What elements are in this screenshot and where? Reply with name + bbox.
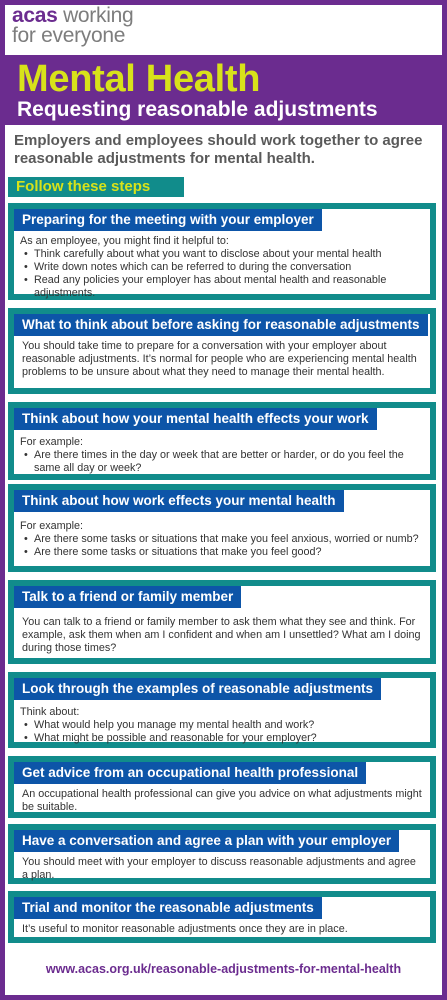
logo-tagline-1: working <box>57 4 134 27</box>
step-heading: Have a conversation and agree a plan with your employer <box>14 830 399 852</box>
bullet-item: • Are there some tasks or situations that make you feel anxious, worried or numb? <box>20 533 424 546</box>
footer-link[interactable]: www.acas.org.uk/reasonable-adjustments-for-mental-health <box>45 962 402 976</box>
step-body <box>20 706 424 745</box>
step-text: It’s useful to monitor reasonable adjustments once they are in place. <box>22 923 348 935</box>
follow-steps-label: Follow these steps <box>8 177 184 197</box>
bullet-item: • Are there times in the day or week that are better or harder, or do you feel the same all day or week? <box>20 449 424 475</box>
bullet-item: • What would help you manage my mental health and work? <box>20 719 424 732</box>
step-preparing-meeting <box>8 203 436 300</box>
step-body <box>22 788 422 814</box>
step-heading: Think about how your mental health effects your work <box>14 408 377 430</box>
step-body <box>22 616 422 655</box>
step-text: As an employee, you might find it helpful to: <box>20 235 229 247</box>
logo-tagline-2: for everyone <box>12 24 126 47</box>
step-text: You should meet with your employer to discuss reasonable adjustments and agree a plan. <box>22 856 416 881</box>
step-heading: Preparing for the meeting with your employer <box>14 209 322 231</box>
step-trial-monitor <box>8 891 436 943</box>
step-heading: What to think about before asking for reasonable adjustments <box>14 314 428 336</box>
bullet-item: • Think carefully about what you want to disclose about your mental health <box>20 248 424 261</box>
step-body <box>20 436 424 475</box>
bullet-item: • Read any policies your employer has about mental health and reasonable adjustments. <box>20 274 424 300</box>
bullet-item: • What might be possible and reasonable for your employer? <box>20 732 424 745</box>
step-heading: Look through the examples of reasonable adjustments <box>14 678 381 700</box>
step-work-effects-health <box>8 484 436 572</box>
step-body <box>20 235 424 300</box>
step-heading: Think about how work effects your mental health <box>14 490 344 512</box>
step-body <box>22 340 422 379</box>
step-text: For example: <box>20 436 84 448</box>
bullet-item: • Are there some tasks or situations that make you feel good? <box>20 546 424 559</box>
step-health-effects-work <box>8 402 436 480</box>
step-text: An occupational health professional can give you advice on what adjustments might be suitable. <box>22 788 422 813</box>
step-heading: Trial and monitor the reasonable adjustments <box>14 897 322 919</box>
step-look-examples <box>8 672 436 748</box>
bullet-item: • Write down notes which can be referred to during the conversation <box>20 261 424 274</box>
step-body <box>20 520 424 559</box>
step-text: Think about: <box>20 706 80 718</box>
title-banner <box>5 55 442 125</box>
step-agree-plan <box>8 824 436 884</box>
step-before-asking <box>8 308 436 394</box>
step-talk-friend <box>8 580 436 664</box>
step-body <box>22 856 422 882</box>
page-subtitle: Requesting reasonable adjustments <box>17 98 378 121</box>
step-occupational-health <box>8 756 436 818</box>
step-body <box>22 923 422 936</box>
step-heading: Get advice from an occupational health professional <box>14 762 366 784</box>
step-text: You should take time to prepare for a conversation with your employer about reasonable adjustments. It’s normal for people who are experiencing mental health problems to be unsure about what they need to manage their mental health. <box>22 340 417 378</box>
acas-logo <box>12 6 133 46</box>
page-title: Mental Health <box>17 58 261 100</box>
step-text: You can talk to a friend or family member to ask them what they see and think. For example, ask them when am I confident and when am I unsettled? What am I doing during those times? <box>22 616 421 654</box>
step-text: For example: <box>20 520 84 532</box>
logo-brand: acas <box>12 4 58 27</box>
intro-text: Employers and employees should work together to agree reasonable adjustments for mental health. <box>14 132 423 167</box>
step-heading: Talk to a friend or family member <box>14 586 241 608</box>
